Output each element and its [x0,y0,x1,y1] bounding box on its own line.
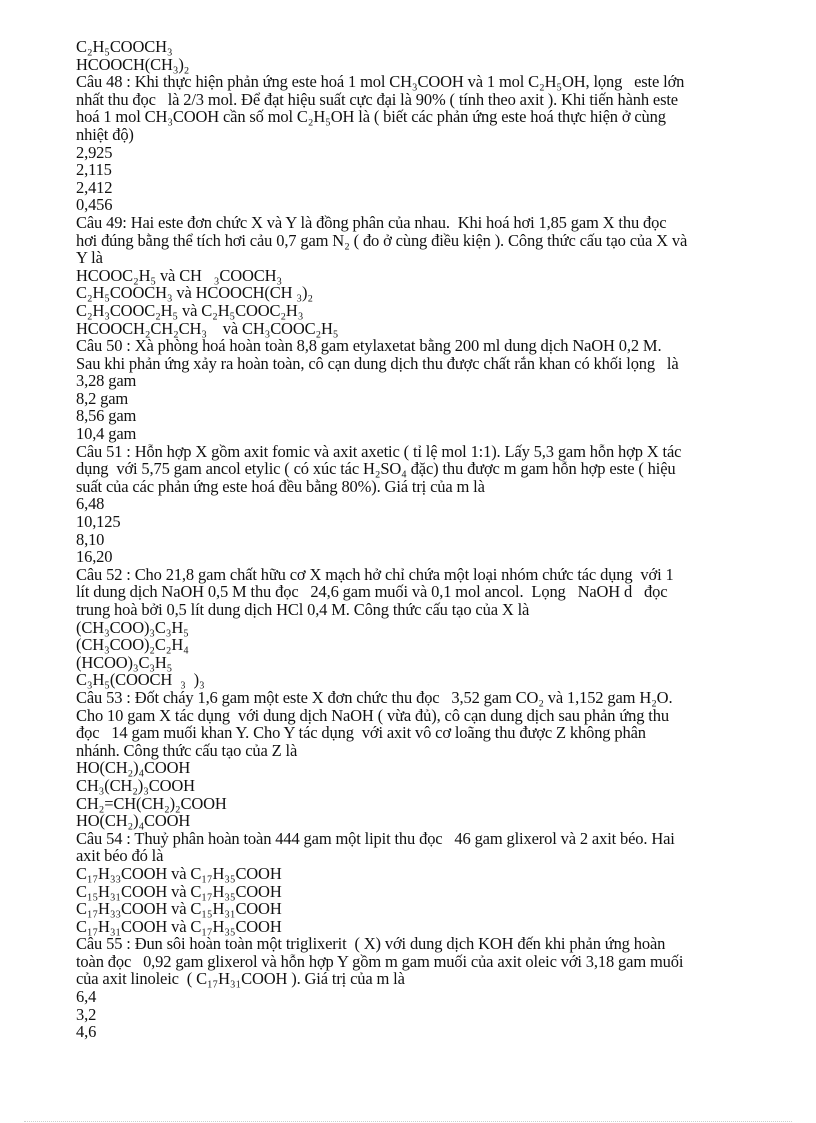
answer-option: 2,115 [76,160,112,180]
question-text-line: Câu 54 : Thuỷ phân hoàn toàn 444 gam một lipit thu đọc 46 gam glixerol và 2 axit béo. Hai [76,828,675,848]
answer-option: 16,20 [76,547,113,567]
question-text-line: nhánh. Công thức cấu tạo của Z là [76,740,298,760]
answer-option: 10,125 [76,512,121,532]
question-text-line: Cho 10 gam X tác dụng với dung dịch NaOH ( vừa đủ), cô cạn dung dịch sau phản ứng thu [76,705,669,725]
answer-option: CH₃(CH₂)₃COOH [76,775,195,795]
answer-option: 0,456 [76,195,113,215]
answer-option: 3,2 [76,1004,97,1024]
question-text-line: của axit linoleic ( C₁₇H₃₁COOH ). Giá trị của m là [76,969,405,989]
question-text-line: nhất thu đọc là 2/3 mol. Để đạt hiệu suất cực đại là 90% ( tính theo axit ). Khi tiến hành este [76,89,678,109]
question-text-line: hơi đúng bằng thể tích hơi cảu 0,7 gam N₂ ( đo ở cùng điều kiện ). Công thức cấu tạo của X và [76,230,688,250]
answer-option: C₂H₅COOCH₃ và HCOOCH(CH ₃)₂ [76,283,313,303]
answer-option: 8,56 gam [76,406,137,426]
answer-option: 2,412 [76,177,113,197]
question-text-line: lít dung dịch NaOH 0,5 M thu đọc 24,6 gam muối và 0,1 mol ancol. Lọng NaOH d đọc [76,582,668,602]
question-text-line: Câu 49: Hai este đơn chức X và Y là đồng phân của nhau. Khi hoá hơi 1,85 gam X thu đọc [76,212,667,232]
question-text-line: Câu 50 : Xà phòng hoá hoàn toàn 8,8 gam etylaxetat bằng 200 ml dung dịch NaOH 0,2 M. [76,336,662,356]
answer-option: 4,6 [76,1022,97,1042]
answer-option: C₁₇H₃₃COOH và C₁₇H₃₅COOH [76,863,282,883]
answer-option: 2,925 [76,142,113,162]
document-page [76,38,776,1041]
answer-option: 6,4 [76,987,97,1007]
answer-option: C₁₇H₃₁COOH và C₁₇H₃₅COOH [76,916,282,936]
page-bottom-divider [24,1121,792,1122]
question-text-line: axit béo đó là [76,846,164,866]
question-text-line: toàn đọc 0,92 gam glixerol và hỗn hợp Y gồm m gam muối của axit oleic với 3,18 gam muối [76,951,684,971]
answer-option: C₂H₅COOCH₃ [76,37,173,56]
question-text-line: Câu 55 : Đun sôi hoàn toàn một triglixerit ( X) với dung dịch KOH đến khi phản ứng hoàn [76,934,666,954]
question-text-line: nhiệt độ) [76,124,134,144]
question-text-line: trung hoà bởi 0,5 lít dung dịch HCl 0,4 M. Công thức cấu tạo của X là [76,600,530,619]
question-text-line: đọc 14 gam muối khan Y. Cho Y tác dụng với axit vô cơ loãng thu được Z không phân [76,723,646,743]
answer-option: (CH₃COO)₃C₃H₅ [76,617,189,637]
answer-option: HO(CH₂)₄COOH [76,758,191,778]
question-text-line: Câu 52 : Cho 21,8 gam chất hữu cơ X mạch hở chỉ chứa một loại nhóm chức tác dụng với 1 [76,564,674,584]
question-text-line: dụng với 5,75 gam ancol etylic ( có xúc tác H₂SO₄ đặc) thu được m gam hỗn hợp este ( hiệu [76,459,676,479]
answer-option: 8,2 gam [76,388,129,408]
question-text-line: Câu 51 : Hỗn hợp X gồm axit fomic và axit axetic ( tỉ lệ mol 1:1). Lấy 5,3 gam hỗn hợp X tác [76,441,682,461]
answer-option: (CH₃COO)₂C₂H₄ [76,635,189,655]
answer-option: HCOOCH₂CH₂CH₃ và CH₃COOC₂H₅ [76,318,339,338]
answer-option: 3,28 gam [76,371,137,391]
question-text-line: Câu 48 : Khi thực hiện phản ứng este hoá 1 mol CH₃COOH và 1 mol C₂H₅OH, lọng este lớn [76,72,685,92]
answer-option: (HCOO)₃C₃H₅ [76,652,173,672]
answer-option: C₁₅H₃₁COOH và C₁₇H₃₅COOH [76,881,282,901]
answer-option: HCOOC₂H₅ và CH ₃COOCH₃ [76,265,282,285]
answer-option: C₃H₅(COOCH ₃ )₃ [76,670,205,690]
answer-option: HO(CH₂)₄COOH [76,811,191,831]
answer-option: HCOOCH(CH₃)₂ [76,54,190,74]
question-text-line: Câu 53 : Đốt cháy 1,6 gam một este X đơn chức thu đọc 3,52 gam CO₂ và 1,152 gam H₂O. [76,687,673,707]
answer-option: CH₂=CH(CH₂)₂COOH [76,793,227,813]
answer-option: C₁₇H₃₃COOH và C₁₅H₃₁COOH [76,899,282,919]
answer-option: 8,10 [76,529,105,549]
answer-option: 6,48 [76,494,105,514]
question-text-line: suất của các phản ứng este hoá đều bằng 80%). Giá trị của m là [76,476,485,496]
question-text-line: Y là [76,248,103,268]
answer-option: 10,4 gam [76,424,137,444]
answer-option: C₂H₃COOC₂H₅ và C₂H₅COOC₂H₃ [76,300,304,320]
question-text-line: hoá 1 mol CH₃COOH cần số mol C₂H₅OH là ( biết các phản ứng este hoá thực hiện ở cùng [76,107,666,127]
question-text-line: Sau khi phản ứng xảy ra hoàn toàn, cô cạn dung dịch thu được chất rắn khan có khối lọng là [76,353,679,373]
